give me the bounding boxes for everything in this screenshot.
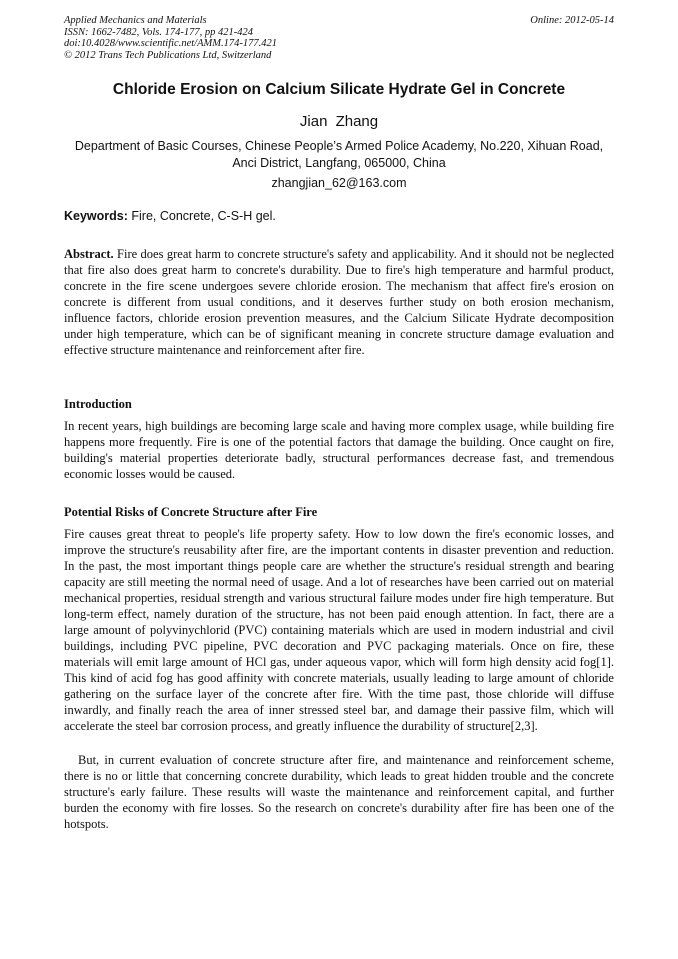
keywords-list: Fire, Concrete, C-S-H gel. bbox=[127, 209, 276, 223]
author-email: zhangjian_62@163.com bbox=[271, 176, 407, 190]
keywords bbox=[64, 208, 614, 224]
journal-issn: ISSN: 1662-7482, Vols. 174-177, pp 421-424 bbox=[64, 26, 253, 38]
journal-header bbox=[64, 15, 277, 61]
abstract-label: Abstract. bbox=[64, 247, 114, 261]
section-heading-potential-risks: Potential Risks of Concrete Structure after Fire bbox=[64, 505, 318, 519]
risks-paragraph-1: Fire causes great threat to people's life property safety. How to low down the fire's economic losses, and improve the structure's reusability after fire, are the important contents in disaster prevention and reduction. In the past, the most important things people care are whether the structure's residual strength and bearing capacity are still meeting the normal need of usage. And a lot of researches have been carried out on material mechanical properties, residual strength and various structural failure modes under fire high temperature. But long-term effect, namely duration of the structure, has not been paid enough attention. In fact, there are a large amount of polyvinychlorid (PVC) containing materials which are used in modern industrial and civil buildings, including PVC pipeline, PVC decoration and PVC packaging materials. Once on fire, these materials will emit large amount of HCl gas, under aqueous vapor, which will form high density acid fog[1]. This kind of acid fog has good affinity with concrete materials, usually leading to large amount of chloride gathering on the surface layer of the concrete after fire. With the time past, those chloride will diffuse inwardly, and finally reach the area of inner stressed steel bar, and damage their passive film, which will accelerate the steel bar corrosion process, and greatly influence the durability of structure[2,3]. bbox=[64, 527, 614, 733]
journal-name: Applied Mechanics and Materials bbox=[64, 15, 207, 26]
journal-copyright: © 2012 Trans Tech Publications Ltd, Switzerland bbox=[64, 49, 272, 61]
affiliation-line-1: Department of Basic Courses, Chinese People’s Armed Police Academy, No.220, Xihuan Road, bbox=[74, 139, 604, 153]
introduction-paragraph: In recent years, high buildings are becoming large scale and having more complex usage, while building fire happens more frequently. Fire is one of the potential factors that damage the building. Once caught on fire, building's material properties deteriorate badly, structural performances decrease fast, and tremendous economic losses would be caused. bbox=[64, 419, 614, 481]
author-name: Jian Zhang bbox=[299, 113, 379, 130]
risks-paragraph-2: But, in current evaluation of concrete structure after fire, and maintenance and reinforcement scheme, there is no or little that concerning concrete durability, which leads to great hidden trouble and the concrete structure's early failure. These results will waste the maintenance and reinforcement capital, and further burden the economy with fire losses. So the research on concrete's durability after fire has been one of the hotspots. bbox=[64, 753, 614, 831]
affiliation-line-2: Anci District, Langfang, 065000, China bbox=[232, 155, 446, 170]
author-affiliation bbox=[64, 138, 614, 171]
abstract-text: Fire does great harm to concrete structure's safety and applicability. And it should not be neglected that fire also does great harm to concrete's durability. Due to fire's high temperature and harmful product, concrete in the fire scene undergoes severe chloride erosion. The mechanism that affect fire's erosion on concrete is different from usual conditions, and it deserves further study on both erosion mechanism, influence factors, chloride erosion prevention measures, and the Calcium Silicate Hydrate decomposition under high temperature, which can be of significant meaning in concrete structure damage evaluation and effective structure maintenance and reinforcement after fire. bbox=[64, 247, 614, 357]
keywords-label: Keywords: bbox=[64, 209, 128, 223]
section-heading-introduction: Introduction bbox=[64, 397, 132, 411]
paper-title: Chloride Erosion on Calcium Silicate Hydrate Gel in Concrete bbox=[112, 81, 566, 98]
online-date: Online: 2012-05-14 bbox=[530, 15, 614, 26]
abstract bbox=[64, 246, 614, 358]
journal-doi: doi:10.4028/www.scientific.net/AMM.174-177.421 bbox=[64, 38, 277, 49]
